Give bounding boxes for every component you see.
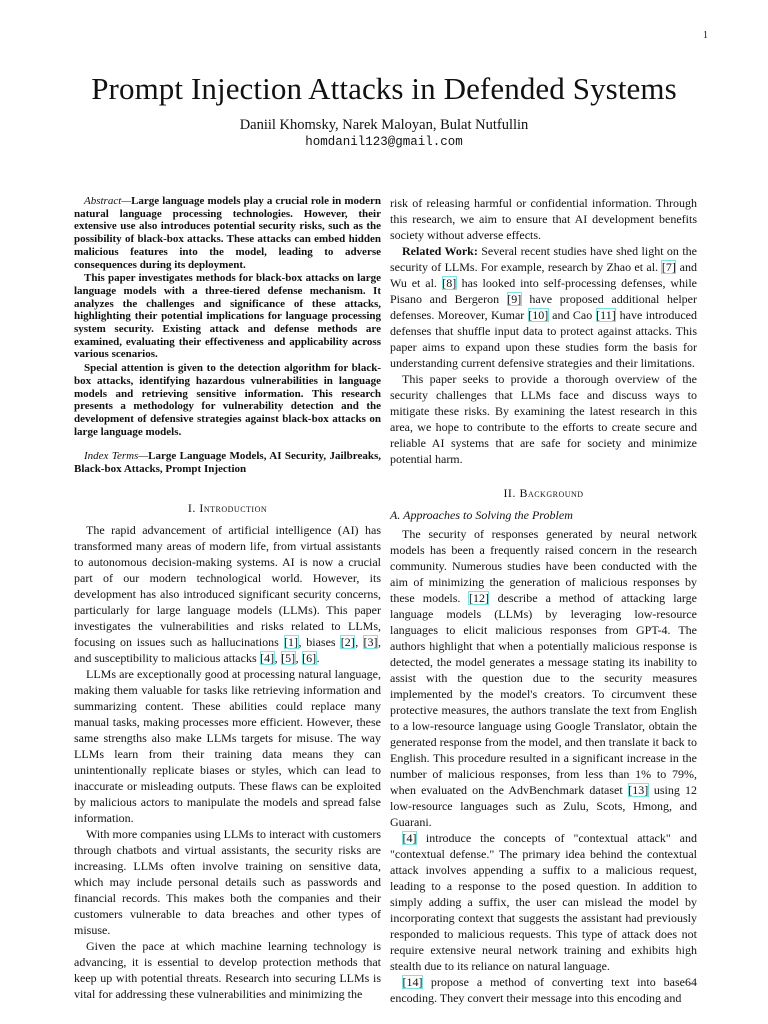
citation-link[interactable]: [12] — [468, 591, 489, 605]
abstract-label: Abstract— — [84, 195, 132, 207]
citation-link[interactable]: [5] — [281, 650, 296, 665]
citation-link[interactable]: [10] — [528, 308, 549, 322]
citation-link[interactable]: [7] — [661, 260, 676, 274]
left-column — [74, 195, 381, 1002]
intro-text: The rapid advancement of artificial intelligence (AI) has transformed many areas of modern life, from virtual assistants to autonomous decision-making systems. AI is now a crucial part of our modern technological world. However, its development has also introduced significant security concerns, particularly for large language models (LLMs). This paper investigates the vulnerabilities and risks related to LLMs, focusing on issues such as hallucinations — [74, 522, 381, 649]
intro-paragraph-3: With more companies using LLMs to interact with customers through chatbots and virtual assistants, the security risks are increasing. LLMs often involve training on sensitive data, which may include personal details such as passwords and financial records. This makes both the companies and their customers vulnerable to data breaches and other types of misuse. — [74, 826, 381, 937]
background-paragraph-2 — [390, 830, 697, 974]
background-text: introduce the concepts of "contextual attack" and "contextual defense." The primary idea behind the contextual attack involves appending a suffix to a malicious request, leading to a response to the posed question. In addition to simply adding a suffix, the user can mislead the model by incorporating context that suggests the assistant had previously responded to malicious requests. This type of attack does not require extensive neural network training and exhibits high stealth due to its reliance on natural language. — [390, 831, 697, 973]
related-work-text: have introduced defenses that shuffle input data to protect against attacks. This paper aims to expand upon these studies form the basis for understanding current defensive strategies and their limitations. — [390, 308, 698, 370]
intro-paragraph-4: Given the pace at which machine learning technology is advancing, it is essential to develop protection methods that keep up with potential threats. Research into securing LLMs is vital for addressing these vulnerabilities and minimizing the — [74, 938, 381, 1001]
subsection-heading: A. Approaches to Solving the Problem — [390, 508, 573, 522]
related-work-text: Several recent studies have shed light on the security of LLMs. For example, research by Zhao et al. — [390, 244, 697, 274]
intro-paragraph-4-continued: risk of releasing harmful or confidential information. Through this research, we aim to ensure that AI development benefits society without adverse effects. — [390, 196, 697, 242]
author-list: Daniil Khomsky, Narek Maloyan, Bulat Nutfullin — [239, 117, 529, 133]
index-terms-text: Large Language Models, AI Security, Jailbreaks, Black-box Attacks, Prompt Injection — [74, 450, 381, 476]
author-email: homdanil123@gmail.com — [305, 135, 463, 149]
intro-text: , — [295, 650, 302, 665]
section-title: Introduction — [199, 500, 268, 515]
background-text: using 12 low-resource languages such as Zulu, Scots, Hmong, and Guarani. — [390, 783, 697, 829]
section-numeral: I. — [187, 500, 200, 515]
section-heading-background — [390, 485, 697, 501]
citation-link[interactable]: [1] — [284, 634, 299, 649]
citation-link[interactable]: [2] — [340, 634, 355, 649]
citation-link[interactable]: [3] — [363, 634, 378, 649]
background-paragraph-1 — [390, 526, 697, 830]
right-column — [390, 195, 697, 1006]
page-number: 1 — [703, 30, 708, 41]
section-heading-introduction — [74, 500, 381, 516]
citation-link[interactable]: [14] — [402, 975, 423, 989]
background-text: The security of responses generated by neural network models has been a frequently raised concern in the research community. Numerous studies have been conducted with the aim of minimizing the generation of malicious responses by these models. — [390, 527, 697, 605]
intro-text: , — [274, 650, 281, 665]
background-text: describe a method of attacking large language models (LLMs) by leveraging low-resource languages to elicit malicious responses from GPT-4. The authors highlight that when a potentially malicious response is detected, the model generates a message stating its inability to assist with the question due to the security measures implemented by the model's creators. To circumvent these protective measures, the authors translate the text from English to a low-resource language using Google Translator, obtain the generated response from the model, and then translate it back to English. This procedure resulted in a significant increase in the number of malicious responses, from less than 1% to 79%, when evaluated on the AdvBenchmark dataset — [390, 591, 697, 797]
intro-paragraph-1 — [74, 522, 381, 666]
related-work-text: has looked into self-processing defenses, while Pisano and Bergeron — [390, 276, 697, 306]
index-terms — [74, 450, 381, 475]
abstract-paragraph-1 — [74, 195, 381, 271]
intro-text: , and susceptibility to malicious attacks — [74, 634, 382, 665]
citation-link[interactable]: [8] — [442, 276, 457, 290]
intro-paragraph-2: LLMs are exceptionally good at processing natural language, making them valuable for tasks like retrieving information and summarizing content. These abilities could replace many manual tasks, making processes more efficient. However, these same strengths also make LLMs targets for misuse. The way LLMs learn from their training data means they can unintentionally replicate biases or styles, which can lead to inaccurate or misleading outputs. These flaws can be exploited by malicious actors to manipulate the models and spread false information. — [74, 666, 381, 825]
related-work-text: and Wu et al. — [390, 260, 697, 290]
index-terms-label: Index Terms— — [84, 450, 149, 463]
citation-link[interactable]: [13] — [628, 783, 649, 797]
abstract-text-1: Large language models play a crucial role in modern natural language processing technologies. However, their extensive use also introduces potential security risks, such as the possibility of black-box attacks. These attacks can embed hidden malicious features into the model, leading to adverse consequences during its deployment. — [74, 195, 381, 271]
related-work-paragraph-2: This paper seeks to provide a thorough overview of the security challenges that LLMs face and discuss ways to mitigate these risks. By examining the latest research in this area, we hope to contribute to the efforts to create secure and reliable AI systems that are safe for society and minimize potential harm. — [390, 372, 697, 466]
related-work-text: have proposed additional helper defenses. Moreover, Kumar — [390, 292, 697, 322]
background-text: propose a method of converting text into base64 encoding. They convert their message into this encoding and — [390, 975, 697, 1005]
citation-link[interactable]: [4] — [260, 650, 275, 665]
section-numeral: II. — [503, 486, 520, 500]
paper-title: Prompt Injection Attacks in Defended Systems — [91, 71, 677, 106]
citation-link[interactable]: [4] — [402, 831, 417, 845]
citation-link[interactable]: [6] — [302, 650, 317, 665]
related-work-label: Related Work: — [402, 244, 478, 258]
related-work-paragraph — [390, 243, 697, 371]
citation-link[interactable]: [11] — [596, 308, 616, 322]
abstract-paragraph-2: This paper investigates methods for black-box attacks on large language models with a three-tiered defense mechanism. It analyzes the challenges and significance of these attacks, highlighting their potential implications for language processing system security. Existing attack and defense methods are examined, evaluating their effectiveness and applicability across various scenarios. — [74, 272, 381, 361]
citation-link[interactable]: [9] — [507, 292, 522, 306]
related-work-text: and Cao — [548, 308, 596, 322]
section-title: Background — [519, 486, 584, 500]
intro-text: , — [355, 634, 364, 649]
abstract-paragraph-3: Special attention is given to the detection algorithm for black-box attacks, identifying hazardous vulnerabilities in language models and retrieving sensitive information. This research presents a methodology for vulnerability detection and the development of defensive strategies against black-box attacks on large language models. — [74, 362, 381, 438]
background-paragraph-3 — [390, 974, 697, 1006]
intro-text: , biases — [298, 634, 341, 649]
intro-text: . — [316, 650, 320, 665]
